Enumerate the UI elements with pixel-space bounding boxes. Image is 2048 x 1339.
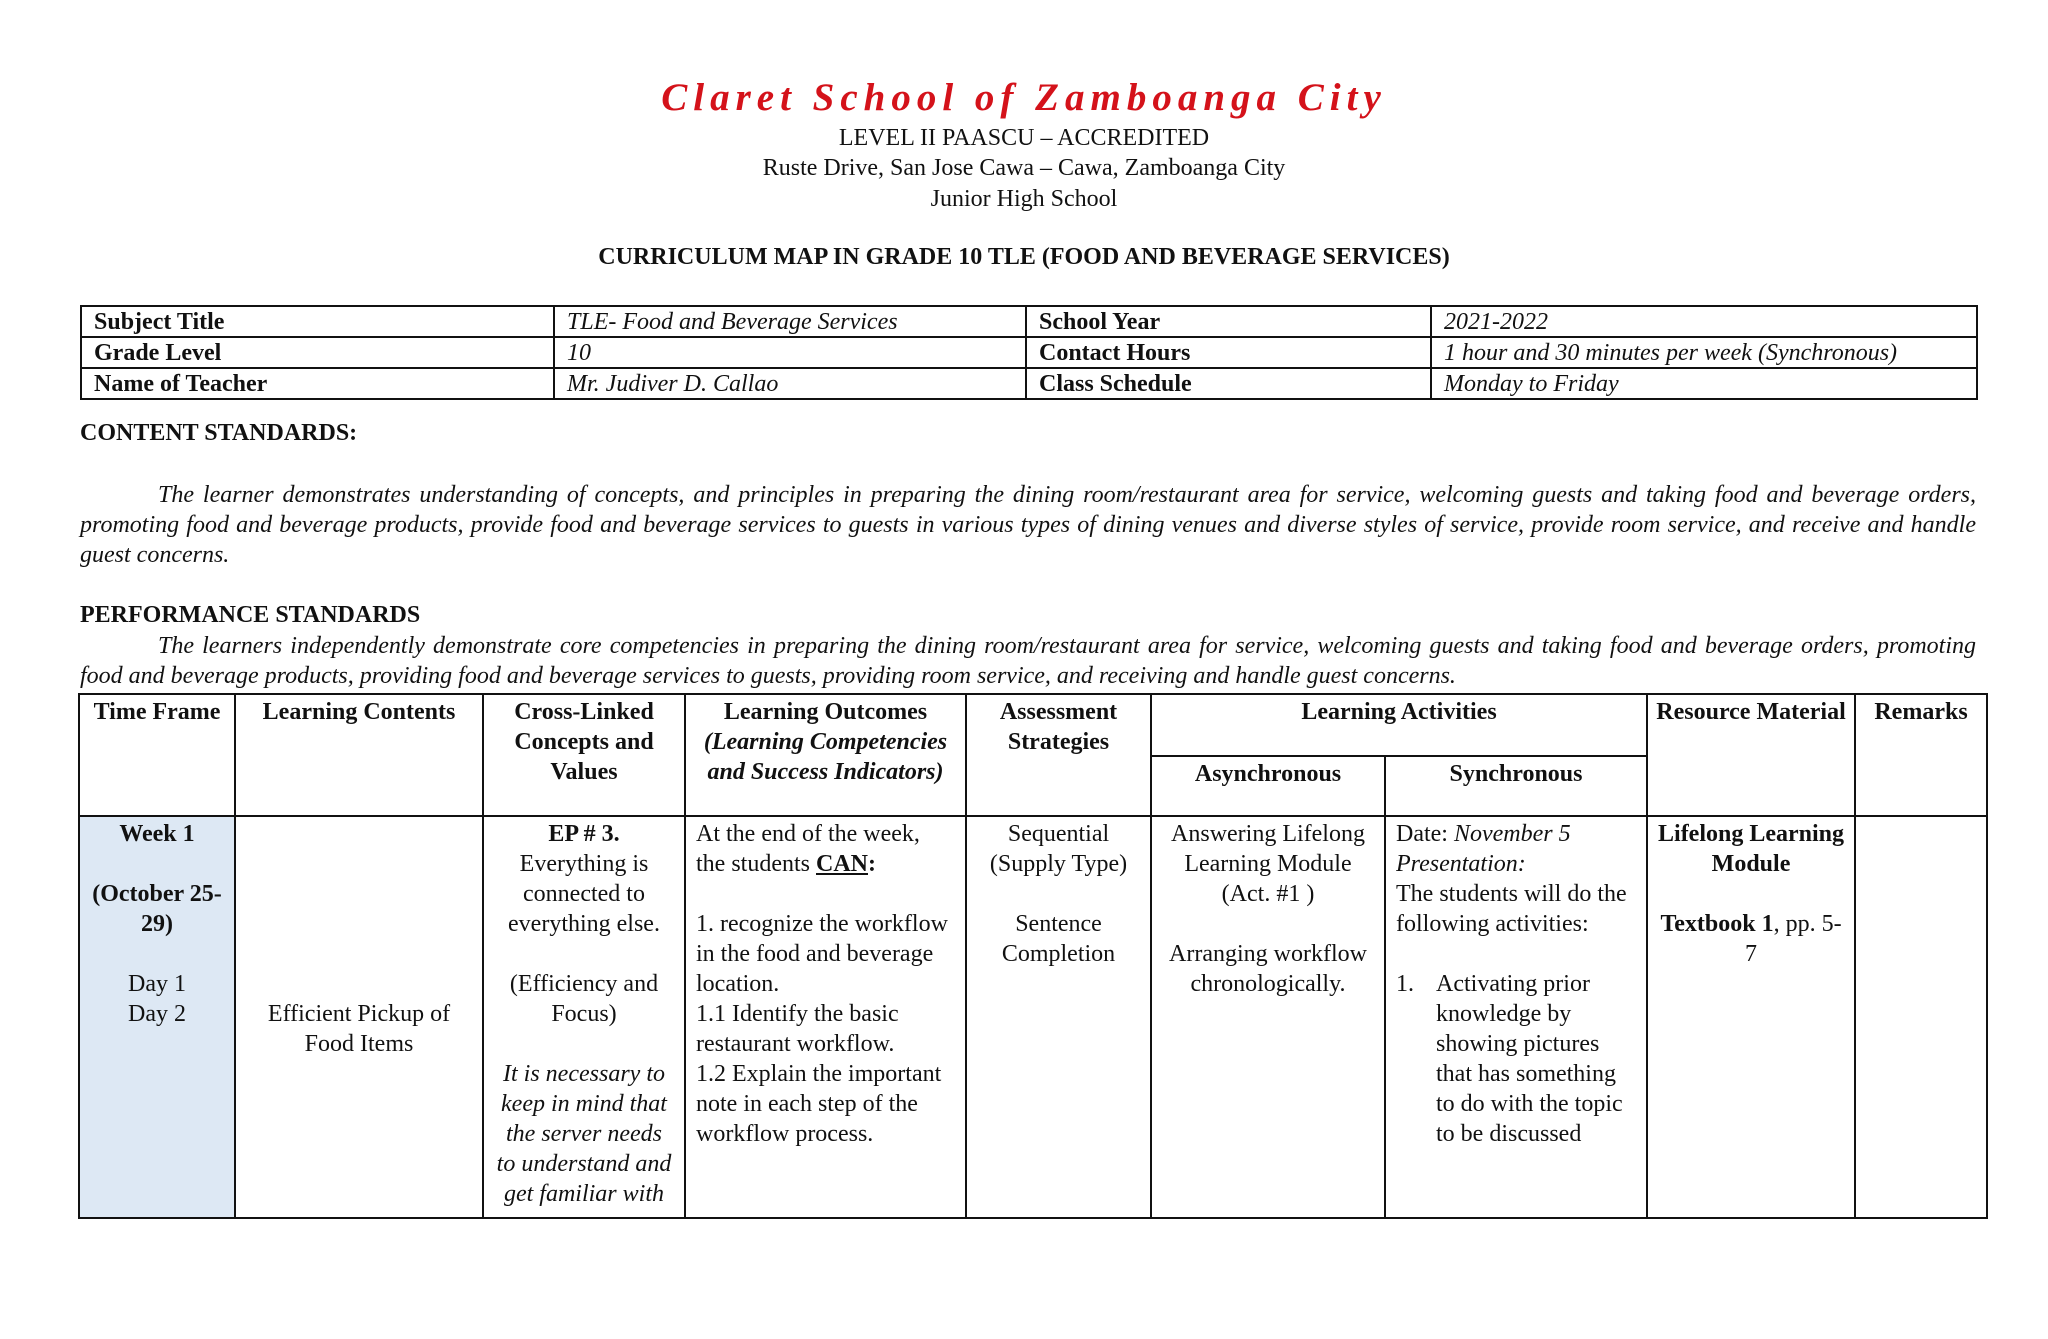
outcome-1: 1. recognize the workflow in the food and beverage location. (696, 911, 948, 997)
synchronous-cell (1385, 816, 1647, 1218)
list-number: 1. (1396, 971, 1414, 997)
learning-content-text: Efficient Pickup of Food Items (267, 1001, 451, 1057)
resource-material-header: Resource Material (1647, 694, 1855, 816)
grade-level-value: 10 (554, 337, 1026, 368)
curriculum-table (78, 693, 1988, 1219)
performance-standards-text: The learners independently demonstrate core competencies in preparing the dining room/restaurant area for service, welcoming guests and taking food and beverage orders, promoting food and beverage products, providing food and beverage services to guests, providing room service, and receiving and handle guest concerns. (80, 633, 1976, 689)
synchronous-header: Synchronous (1385, 756, 1647, 816)
contact-hours-value: 1 hour and 30 minutes per week (Synchronous) (1431, 337, 1977, 368)
document-title: CURRICULUM MAP IN GRADE 10 TLE (FOOD AND BEVERAGE SERVICES) (598, 244, 1450, 270)
learning-activities-header: Learning Activities (1151, 694, 1647, 756)
school-year-label: School Year (1026, 306, 1431, 337)
sync-intro: The students will do the following activities: (1396, 881, 1627, 937)
grade-level-label: Grade Level (81, 337, 554, 368)
values-description: It is necessary to keep in mind that the server needs to understand and get familiar with (496, 1061, 672, 1207)
sync-date (1396, 819, 1636, 849)
info-row (81, 337, 1977, 368)
header-row (79, 694, 1987, 756)
assessment-1: Sequential (Supply Type) (989, 821, 1128, 877)
cross-linked-header: Cross-Linked Concepts and Values (483, 694, 685, 816)
outcome-1-1: 1.1 Identify the basic restaurant workflow. (696, 1001, 899, 1057)
ep-text: Everything is connected to everything else. (508, 851, 660, 937)
learning-contents-header: Learning Contents (235, 694, 483, 816)
learning-outcomes-subtitle: (Learning Competencies and Success Indicators) (703, 729, 948, 785)
outcome-1-2: 1.2 Explain the important note in each step of the workflow process. (696, 1061, 942, 1147)
school-year-value: 2021-2022 (1431, 306, 1977, 337)
teacher-label: Name of Teacher (81, 368, 554, 399)
time-frame-header: Time Frame (79, 694, 235, 816)
list-text: Activating prior knowledge by showing pictures that has something to do with the topic to be discussed (1436, 971, 1623, 1147)
sync-date-label: Date: (1396, 821, 1454, 847)
remarks-cell (1855, 816, 1987, 1218)
outcome-intro (696, 819, 955, 879)
learning-outcomes-title: Learning Outcomes (723, 699, 928, 725)
resource-module: Lifelong Learning Module (1658, 821, 1845, 877)
ep-label: EP # 3. (548, 821, 620, 847)
subject-title-label: Subject Title (81, 306, 554, 337)
resource-textbook-pages: , pp. 5-7 (1745, 911, 1842, 967)
outcome-can: CAN (816, 851, 868, 877)
remarks-header: Remarks (1855, 694, 1987, 816)
sync-date-value: November 5 (1453, 821, 1571, 847)
cross-linked-cell (483, 816, 685, 1218)
school-name: Claret School of Zamboanga City (661, 76, 1387, 119)
asynchronous-cell (1151, 816, 1385, 1218)
assessment-header: Assessment Strategies (966, 694, 1151, 816)
subject-title-value: TLE- Food and Beverage Services (554, 306, 1026, 337)
performance-standards-heading: PERFORMANCE STANDARDS (80, 602, 421, 628)
async-activity-2: Arranging workflow chronologically. (1169, 941, 1367, 997)
sync-presentation: Presentation: (1396, 851, 1526, 877)
time-frame-cell (79, 816, 235, 1218)
assessment-cell (966, 816, 1151, 1218)
content-standards-heading: CONTENT STANDARDS: (80, 420, 358, 446)
week-label: Week 1 (119, 821, 195, 847)
resource-textbook (1658, 909, 1844, 969)
info-row (81, 306, 1977, 337)
table-row (79, 816, 1987, 1218)
asynchronous-header: Asynchronous (1151, 756, 1385, 816)
teacher-value: Mr. Judiver D. Callao (554, 368, 1026, 399)
info-row (81, 368, 1977, 399)
subject-info-table (80, 305, 1978, 400)
day-2: Day 2 (128, 1001, 186, 1027)
async-activity-1: Answering Lifelong Learning Module (Act. #1 ) (1171, 821, 1365, 907)
resource-material-cell (1647, 816, 1855, 1218)
learning-outcomes-cell (685, 816, 966, 1218)
learning-outcomes-header (685, 694, 966, 816)
content-standards-text: The learner demonstrates understanding of concepts, and principles in preparing the dining room/restaurant area for service, welcoming guests and taking food and beverage orders, promoting food and beverage products, provide food and beverage services to guests in various types of dining venues and diverse styles of service, provide room service, and receive and handle guest concerns. (80, 482, 1976, 568)
department-line: Junior High School (930, 186, 1118, 212)
contact-hours-label: Contact Hours (1026, 337, 1431, 368)
list-item (1396, 969, 1636, 1149)
assessment-2: Sentence Completion (1001, 911, 1116, 967)
values-text: (Efficiency and Focus) (509, 971, 659, 1027)
class-schedule-value: Monday to Friday (1431, 368, 1977, 399)
outcome-intro-text: At the end of the week, the students (696, 821, 920, 877)
learning-contents-cell (235, 816, 483, 1218)
class-schedule-label: Class Schedule (1026, 368, 1431, 399)
day-1: Day 1 (128, 971, 186, 997)
week-dates: (October 25-29) (92, 881, 222, 937)
accreditation-line: LEVEL II PAASCU – ACCREDITED (838, 125, 1210, 151)
outcome-colon: : (868, 851, 876, 877)
address-line: Ruste Drive, San Jose Cawa – Cawa, Zamboanga City (762, 155, 1286, 181)
resource-textbook-name: Textbook 1 (1660, 911, 1774, 937)
